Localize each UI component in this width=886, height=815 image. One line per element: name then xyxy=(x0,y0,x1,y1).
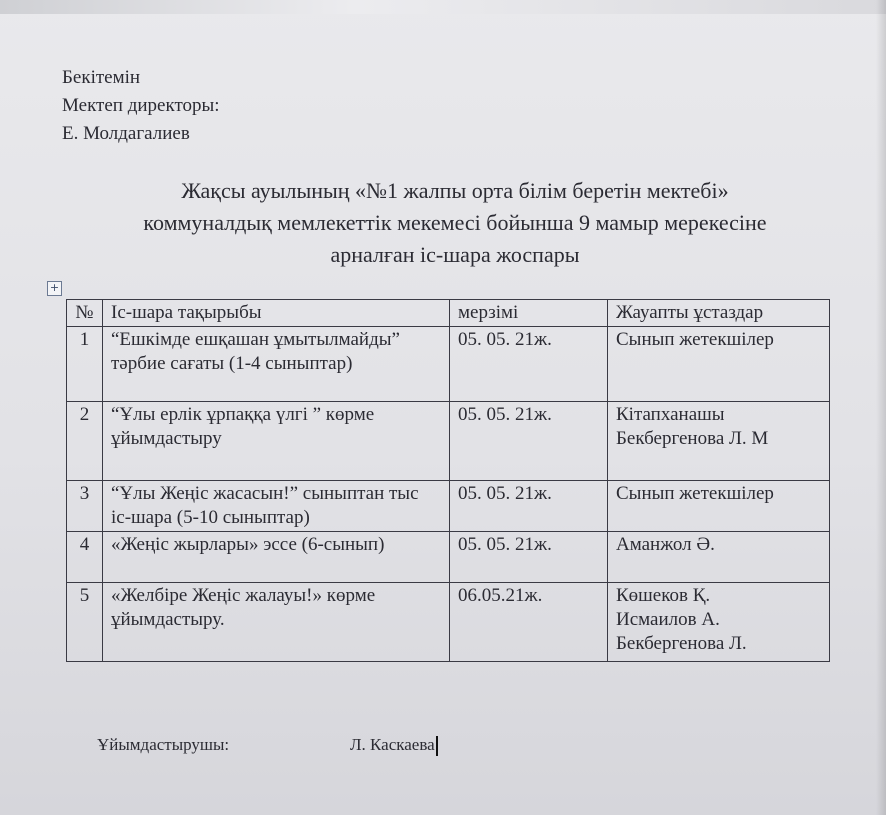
organizer-name-line[interactable] xyxy=(350,735,438,756)
window-top-edge xyxy=(0,0,886,14)
approval-line-2: Мектеп директоры: xyxy=(62,95,220,116)
header-responsible[interactable]: Жауапты ұстаздар xyxy=(608,300,830,327)
table-row xyxy=(67,583,830,662)
row-num[interactable]: 4 xyxy=(67,532,103,583)
organizer-label: Ұйымдастырушы: xyxy=(97,735,230,754)
table-row xyxy=(67,481,830,532)
responsible-name: Кітапханашы xyxy=(616,404,725,425)
responsible-name: Бекбергенова Л. xyxy=(616,633,747,654)
row-date[interactable]: 05. 05. 21ж. xyxy=(450,402,608,481)
header-topic[interactable]: Іс-шара тақырыбы xyxy=(103,300,450,327)
row-responsible[interactable] xyxy=(608,481,830,532)
header-num[interactable]: № xyxy=(67,300,103,327)
row-num[interactable]: 5 xyxy=(67,583,103,662)
row-num[interactable]: 3 xyxy=(67,481,103,532)
row-topic[interactable]: «Жеңіс жырлары» эссе (6-сынып) xyxy=(103,532,450,583)
row-responsible[interactable] xyxy=(608,327,830,402)
responsible-name: Сынып жетекшілер xyxy=(616,329,774,350)
title-line-1: Жақсы ауылының «№1 жалпы орта білім беретін мектебі» xyxy=(181,178,729,203)
approval-block xyxy=(62,64,220,148)
row-responsible[interactable] xyxy=(608,532,830,583)
events-table[interactable] xyxy=(66,299,830,662)
text-cursor xyxy=(436,736,438,756)
table-move-handle-icon[interactable]: + xyxy=(47,281,62,296)
row-num[interactable]: 1 xyxy=(67,327,103,402)
table-row xyxy=(67,327,830,402)
row-topic[interactable]: “Ешкімде ешқашан ұмытылмайды” тәрбие сағаты (1-4 сыныптар) xyxy=(103,327,450,402)
row-date[interactable]: 05. 05. 21ж. xyxy=(450,481,608,532)
row-topic[interactable]: «Желбіре Жеңіс жалауы!» көрме ұйымдастыру. xyxy=(103,583,450,662)
row-responsible[interactable] xyxy=(608,583,830,662)
table-row xyxy=(67,402,830,481)
responsible-name: Аманжол Ә. xyxy=(616,534,715,555)
header-date[interactable]: мерзімі xyxy=(450,300,608,327)
responsible-name: Көшеков Қ. xyxy=(616,585,711,606)
responsible-name: Бекбергенова Л. М xyxy=(616,428,769,449)
photo-shadow-edge xyxy=(876,0,886,815)
row-responsible[interactable] xyxy=(608,402,830,481)
approval-line-3: Е. Молдагалиев xyxy=(62,123,190,144)
title-line-2: коммуналдық мемлекеттік мекемесі бойынша 9 мамыр мерекесіне xyxy=(143,210,767,235)
row-num[interactable]: 2 xyxy=(67,402,103,481)
table-row xyxy=(67,532,830,583)
row-date[interactable]: 05. 05. 21ж. xyxy=(450,532,608,583)
row-date[interactable]: 05. 05. 21ж. xyxy=(450,327,608,402)
row-topic[interactable]: “Ұлы ерлік ұрпаққа үлгі ” көрме ұйымдастыру xyxy=(103,402,450,481)
approval-line-1: Бекітемін xyxy=(62,67,141,88)
row-date[interactable]: 06.05.21ж. xyxy=(450,583,608,662)
table-header-row xyxy=(67,300,830,327)
title-line-3: арналған іс-шара жоспары xyxy=(330,242,580,267)
responsible-name: Сынып жетекшілер xyxy=(616,483,774,504)
responsible-name: Исмаилов А. xyxy=(616,609,720,630)
row-topic[interactable]: “Ұлы Жеңіс жасасын!” сыныптан тыс іс-шара (5-10 сыныптар) xyxy=(103,481,450,532)
document-title xyxy=(60,175,850,271)
organizer-name: Л. Каскаева xyxy=(350,735,435,754)
